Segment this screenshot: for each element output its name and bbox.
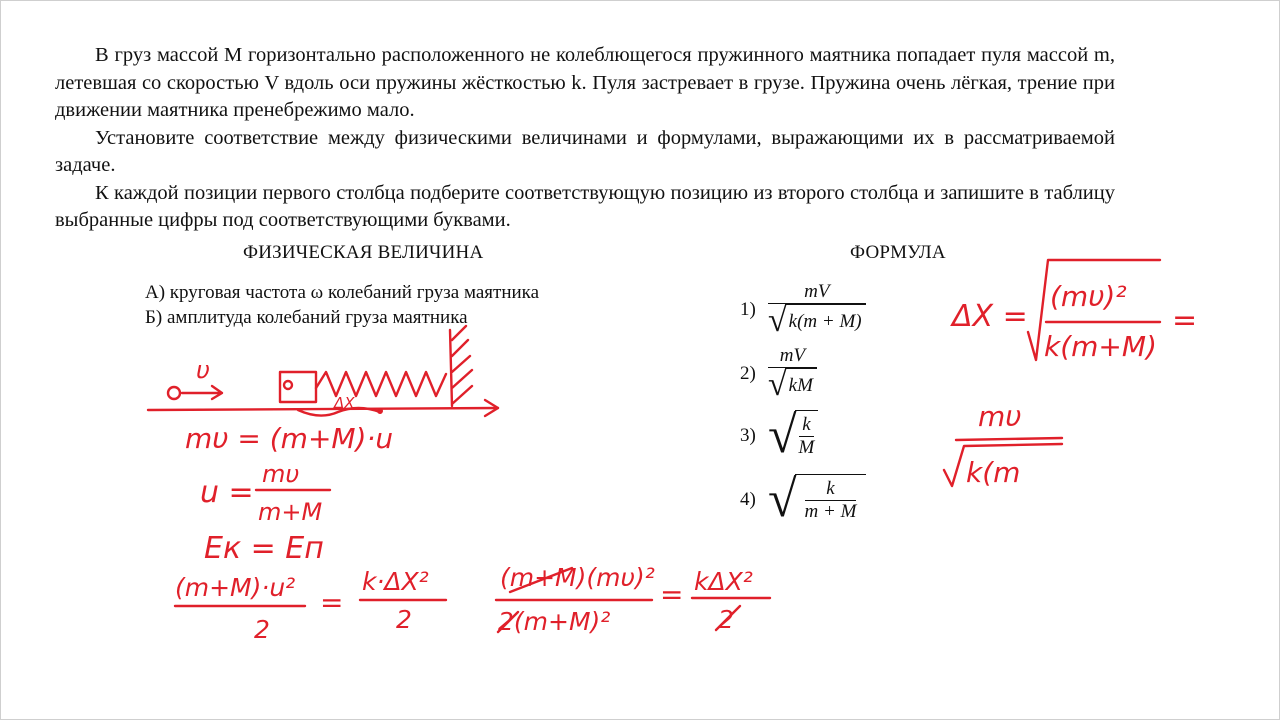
substitution-rhs-numerator: kΔX²: [694, 567, 753, 596]
final-denominator: k(m: [966, 456, 1021, 489]
dx-equals: =: [1172, 303, 1198, 338]
problem-paragraph-1: В груз массой M горизонтально расположенного не колеблющегося пружинного маятника попадает пуля массой m, летевшая со скоростью V вдоль оси пружины жёсткостью k. Пуля застревает в грузе. Пружина очень лёгкая, трение при движении маятника пренебрежимо мало.: [55, 44, 1115, 121]
formula-1-number: 1): [740, 298, 756, 320]
formula-4-number: 4): [740, 489, 756, 510]
energy-equation: Eк = Eп: [204, 531, 324, 566]
formula-1-numerator: mV: [804, 281, 830, 302]
dx-lhs: ΔX =: [952, 299, 1028, 334]
formula-2-denominator: kM: [785, 368, 817, 402]
energy-lhs-numerator: (m+M)·u²: [175, 573, 296, 602]
final-fraction-bar: [956, 438, 1062, 440]
formula-3-numerator: k: [802, 414, 811, 435]
formula-2-numerator: mV: [779, 345, 806, 366]
formula-4-denominator: m + M: [804, 501, 857, 522]
quantity-b: Б) амплитуда колебаний груза маятника: [145, 307, 468, 328]
formula-3-number: 3): [740, 425, 756, 446]
dx-label: ΔX: [334, 394, 355, 412]
problem-paragraph-2: Установите соответствие между физическими величинами и формулами, выражающими их в рассматриваемой задаче.: [55, 126, 1115, 176]
formula-2-fraction: mV √ kM: [768, 345, 817, 402]
axis-line: [148, 408, 498, 410]
formula-4: 4) √ $\frac{k}{m + M}$: [740, 474, 866, 526]
substitution-lhs-denominator: 2(m+M)²: [498, 607, 611, 636]
formula-3: 3) √ $\frac{k}{M}$: [740, 410, 818, 462]
right-column-header: ФОРМУЛА: [850, 242, 946, 263]
dx-denominator: k(m+M): [1044, 330, 1157, 363]
energy-equals: =: [320, 586, 344, 619]
substitution-lhs-numerator: (m+M)(mυ)²: [500, 563, 655, 592]
u-equation-lhs: u =: [200, 475, 254, 510]
displacement-point: [377, 408, 383, 414]
problem-paragraph-3: К каждой позиции первого столбца подберите соответствующую позицию из второго столбца и запишите в таблицу выбранные цифры под соответствующими буквами.: [55, 181, 1115, 231]
energy-lhs-denominator: 2: [254, 615, 270, 644]
formula-4-numerator: k: [826, 478, 835, 499]
energy-rhs-numerator: k·ΔX²: [362, 567, 429, 596]
formula-1-fraction: mV √ k(m + M): [768, 281, 866, 338]
quantity-a: А) круговая частота ω колебаний груза маятника: [145, 282, 540, 303]
momentum-equation: mυ = (m+M)·u: [185, 422, 394, 455]
wall-hatching: [450, 326, 472, 406]
formula-1-denominator: k(m + M): [785, 304, 866, 338]
substitution-rhs-denominator: 2: [718, 605, 734, 634]
velocity-arrow: [182, 386, 222, 399]
velocity-label: υ: [196, 356, 210, 384]
dx-numerator: (mυ)²: [1050, 280, 1127, 313]
substitution-equals: =: [660, 578, 684, 611]
formula-2-number: 2): [740, 362, 756, 384]
u-denominator: m+M: [258, 498, 323, 526]
pendulum-sketch: [148, 326, 498, 416]
final-numerator: mυ: [978, 400, 1022, 433]
energy-rhs-denominator: 2: [396, 605, 412, 634]
formula-3-denominator: M: [798, 437, 815, 458]
left-column-header: ФИЗИЧЕСКАЯ ВЕЛИЧИНА: [243, 242, 484, 263]
embedded-bullet: [284, 381, 292, 389]
spring-zigzag: [316, 372, 446, 396]
u-numerator: mυ: [262, 460, 300, 488]
bullet-circle: [168, 387, 180, 399]
